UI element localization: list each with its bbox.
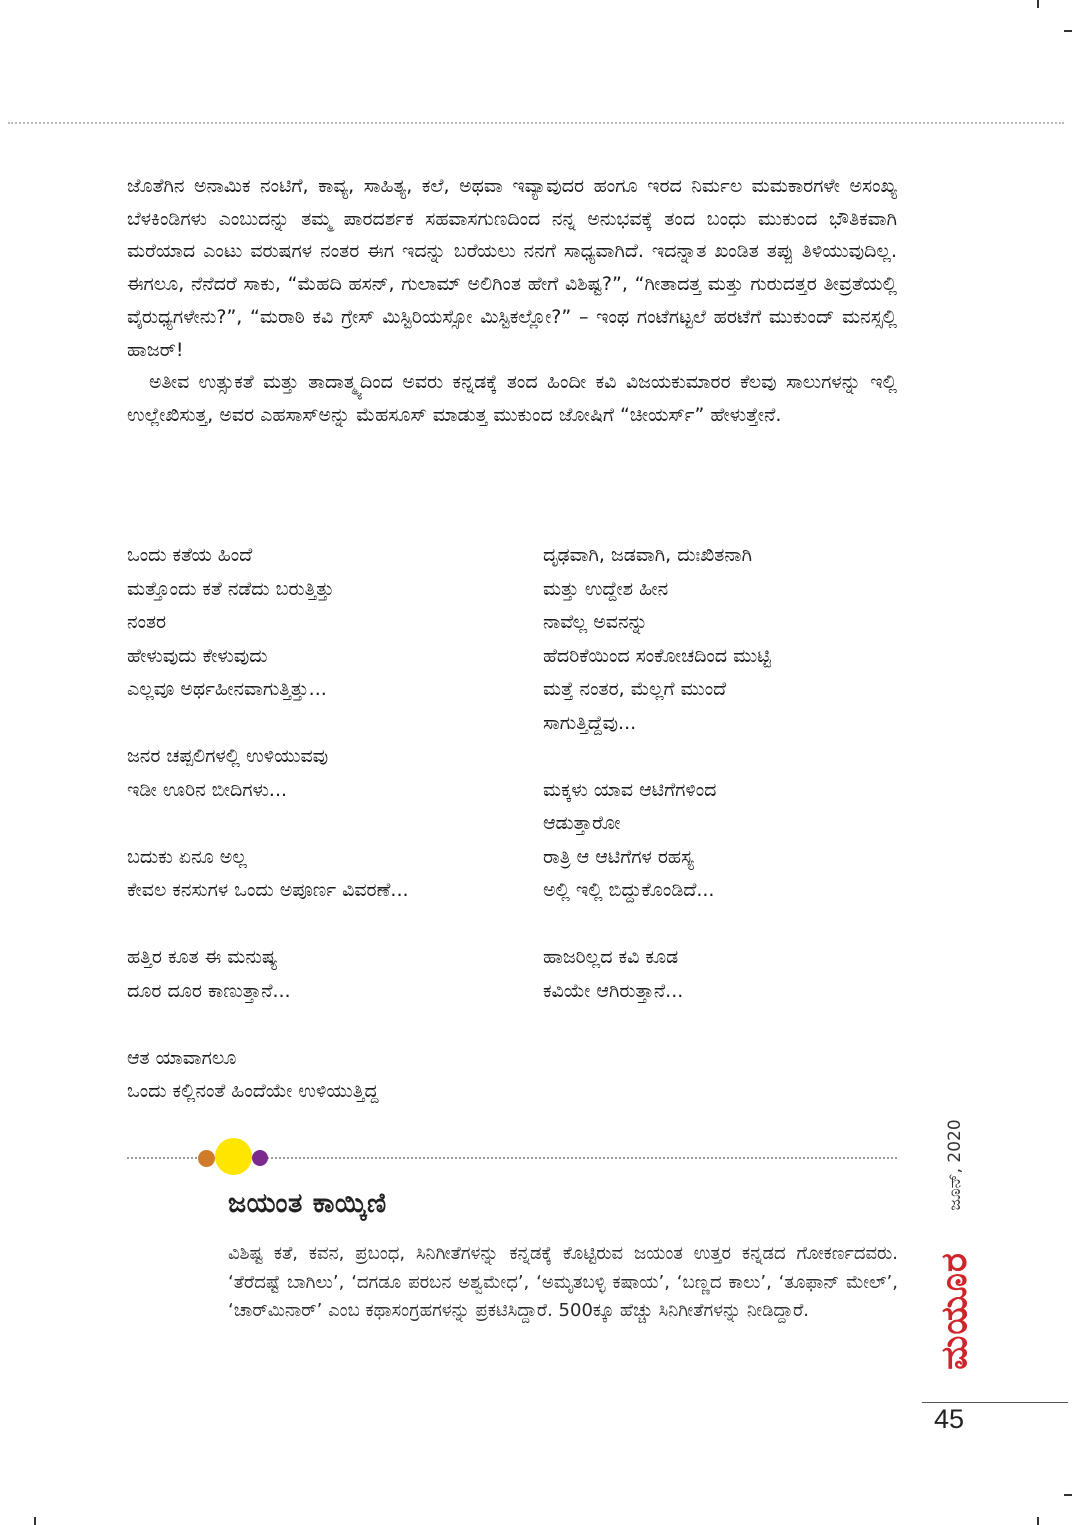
poem-line: ಮತ್ತೊಂದು ಕತೆ ನಡೆದು ಬರುತ್ತಿತ್ತು bbox=[127, 577, 334, 600]
purple-dot-icon bbox=[252, 1150, 268, 1166]
poem-stanza bbox=[127, 539, 517, 707]
poem-line: ನಂತರ bbox=[127, 611, 167, 633]
poem-line: ಕವಿಯೇ ಆಗಿರುತ್ತಾನೆ... bbox=[543, 979, 684, 1002]
poem-line: ನಾವೆಲ್ಲ ಅವನನ್ನು bbox=[543, 611, 648, 633]
poem-line: ಇಡೀ ಊರಿನ ಬೀದಿಗಳು... bbox=[127, 778, 288, 801]
poem-line: ಮಕ್ಕಳು ಯಾವ ಆಟಿಗೆಗಳಿಂದ bbox=[543, 778, 717, 801]
poem-line: ಆತ ಯಾವಾಗಲೂ bbox=[127, 1046, 237, 1069]
author-bio: ವಿಶಿಷ್ಟ ಕತೆ, ಕವನ, ಪ್ರಬಂಧ, ಸಿನಿಗೀತೆಗಳನ್ನು ಕನ್ನಡಕ್ಕೆ ಕೊಟ್ಟಿರುವ ಜಯಂತ ಉತ್ತರ ಕನ್ನಡದ ಗೋಕರ್ಣದವರು. ‘ತೆರೆದಷ್ಟೆ ಬಾಗಿಲು’, ‘ದಗಡೂ ಪರಬನ ಅಶ್ವಮೇಧ’, ‘ಅಮೃತಬಳ್ಳಿ ಕಷಾಯ’, ‘ಬಣ್ಣದ ಕಾಲು’, ‘ತೂಫಾನ್ ಮೇಲ್’, ‘ಚಾರ್‌ಮಿನಾರ್’ ಎಂಬ ಕಥಾಸಂಗ್ರಹಗಳನ್ನು ಪ್ರಕಟಿಸಿದ್ದಾರೆ. 500ಕ್ಕೂ ಹೆಚ್ಚು ಸಿನಿಗೀತೆಗಳನ್ನು ನೀಡಿದ್ದಾರೆ. bbox=[228, 1243, 898, 1321]
poem-stanza bbox=[127, 841, 517, 908]
issue-date: ಜೂನ್, 2020 bbox=[945, 1119, 965, 1211]
poem-stanza bbox=[127, 1042, 517, 1109]
poem-line: ರಾತ್ರಿ ಆ ಆಟಿಗೆಗಳ ರಹಸ್ಯ bbox=[543, 845, 694, 868]
poem-line: ದೃಢವಾಗಿ, ಜಡವಾಗಿ, ದುಃಖಿತನಾಗಿ bbox=[543, 544, 753, 566]
poem-line: ಕೇವಲ ಕನಸುಗಳ ಒಂದು ಅಪೂರ್ಣ ವಿವರಣೆ... bbox=[127, 879, 409, 901]
poem-line: ಬದುಕು ಏನೂ ಅಲ್ಲ bbox=[127, 845, 247, 868]
poem-line: ಒಂದು ಕತೆಯ ಹಿಂದೆ bbox=[127, 544, 253, 566]
poem-line: ಎಲ್ಲವೂ ಅರ್ಥಹೀನವಾಗುತ್ತಿತ್ತು... bbox=[127, 678, 327, 700]
magazine-logo: ಮಯೂರ bbox=[934, 1252, 975, 1370]
poem-line: ಆಡುತ್ತಾರೋ bbox=[543, 812, 621, 834]
poem-line: ಒಂದು ಕಲ್ಲಿನಂತೆ ಹಿಂದೆಯೇ ಉಳಿಯುತ್ತಿದ್ದ bbox=[127, 1080, 379, 1102]
page-number-rule bbox=[922, 1402, 1068, 1403]
crop-mark bbox=[1064, 1494, 1072, 1496]
poem-stanza bbox=[543, 941, 903, 1008]
orange-dot-icon bbox=[198, 1150, 215, 1167]
poem-stanza bbox=[127, 941, 517, 1008]
poem-line: ಹೇಳುವುದು ಕೇಳುವುದು bbox=[127, 644, 268, 667]
poem-line: ದೂರ ದೂರ ಕಾಣುತ್ತಾನೆ... bbox=[127, 979, 291, 1002]
yellow-dot-icon bbox=[215, 1138, 252, 1175]
poem-line: ಸಾಗುತ್ತಿದ್ದೆವು... bbox=[543, 711, 637, 734]
author-name: ಜಯಂತ ಕಾಯ್ಕಿಣಿ bbox=[228, 1188, 387, 1219]
article-paragraph: ಅತೀವ ಉತ್ಸುಕತೆ ಮತ್ತು ತಾದಾತ್ಮ್ಯದಿಂದ ಅವರು ಕನ್ನಡಕ್ಕೆ ತಂದ ಹಿಂದೀ ಕವಿ ವಿಜಯಕುಮಾರರ ಕೆಲವು ಸಾಲುಗಳನ್ನು ಇಲ್ಲಿ ಉಲ್ಲೇಖಿಸುತ್ತ, ಅವರ ಎಹಸಾಸ್‌ಅನ್ನು ಮೆಹಸೂಸ್ ಮಾಡುತ್ತ ಮುಕುಂದ ಜೋಷಿಗೆ “ಚೀಯರ್ಸ್” ಹೇಳುತ್ತೇನೆ. bbox=[127, 371, 897, 426]
poem-line: ಜನರ ಚಪ್ಪಲಿಗಳಲ್ಲಿ ಉಳಿಯುವವು bbox=[127, 745, 329, 767]
poem-right-column bbox=[543, 539, 903, 1042]
crop-mark bbox=[1037, 0, 1039, 8]
crop-mark bbox=[1037, 1517, 1039, 1525]
poem-line: ಹಾಜರಿಲ್ಲದ ಕವಿ ಕೂಡ bbox=[543, 946, 679, 968]
crop-mark bbox=[1064, 30, 1072, 32]
poem-line: ಮತ್ತೆ ನಂತರ, ಮೆಲ್ಲಗೆ ಮುಂದೆ bbox=[543, 678, 727, 700]
poem-line: ಹತ್ತಿರ ಕೂತ ಈ ಮನುಷ್ಯ bbox=[127, 946, 278, 968]
poem-stanza bbox=[543, 774, 903, 908]
poem-left-column bbox=[127, 539, 517, 1142]
article-paragraph: ಜೊತೆಗಿನ ಅನಾಮಿಕ ನಂಟಿಗೆ, ಕಾವ್ಯ, ಸಾಹಿತ್ಯ, ಕಲೆ, ಅಥವಾ ಇವ್ಯಾವುದರ ಹಂಗೂ ಇರದ ನಿರ್ಮಲ ಮಮಕಾರಗಳೇ ಅಸಂಖ್ಯ ಬೆಳಕಿಂಡಿಗಳು ಎಂಬುದನ್ನು ತಮ್ಮ ಪಾರದರ್ಶಕ ಸಹವಾಸಗುಣದಿಂದ ನನ್ನ ಅನುಭವಕ್ಕೆ ತಂದ ಬಂಧು ಮುಕುಂದ ಭೌತಿಕವಾಗಿ ಮರೆಯಾದ ಎಂಟು ವರುಷಗಳ ನಂತರ ಈಗ ಇದನ್ನು ಬರೆಯಲು ನನಗೆ ಸಾಧ್ಯವಾಗಿದೆ. ಇದನ್ನಾತ ಖಂಡಿತ ತಪ್ಪು ತಿಳಿಯುವುದಿಲ್ಲ. ಈಗಲೂ, ನೆನೆದರೆ ಸಾಕು, “ಮೆಹದಿ ಹಸನ್, ಗುಲಾಮ್ ಅಲಿಗಿಂತ ಹೇಗೆ ವಿಶಿಷ್ಟ?”, “ಗೀತಾದತ್ತ ಮತ್ತು ಗುರುದತ್ತರ ತೀವ್ರತೆಯಲ್ಲಿ ವೈರುಧ್ಯಗಳೇನು?”, “ಮರಾಠಿ ಕವಿ ಗ್ರೇಸ್ ಮಿಸ್ಟಿರಿಯಸ್ಸೋ ಮಿಸ್ಟಿಕಲ್ಲೋ?” – ಇಂಥ ಗಂಟೆಗಟ್ಟಲೆ ಹರಟೆಗೆ ಮುಕುಂದ್ ಮನಸ್ಸಲ್ಲಿ ಹಾಜರ್! bbox=[127, 175, 897, 361]
poem-stanza bbox=[543, 539, 903, 740]
page-number: 45 bbox=[934, 1404, 965, 1434]
poem-line: ಮತ್ತು ಉದ್ದೇಶ ಹೀನ bbox=[543, 577, 669, 600]
crop-mark bbox=[34, 1517, 36, 1525]
poem-line: ಹೆದರಿಕೆಯಿಂದ ಸಂಕೋಚದಿಂದ ಮುಟ್ಟಿ bbox=[543, 644, 771, 667]
top-divider bbox=[8, 122, 1064, 124]
poem-stanza bbox=[127, 740, 517, 807]
article-body bbox=[127, 170, 897, 432]
poem-line: ಅಲ್ಲಿ ಇಲ್ಲಿ ಬಿದ್ದುಕೊಂಡಿದೆ... bbox=[543, 879, 715, 901]
